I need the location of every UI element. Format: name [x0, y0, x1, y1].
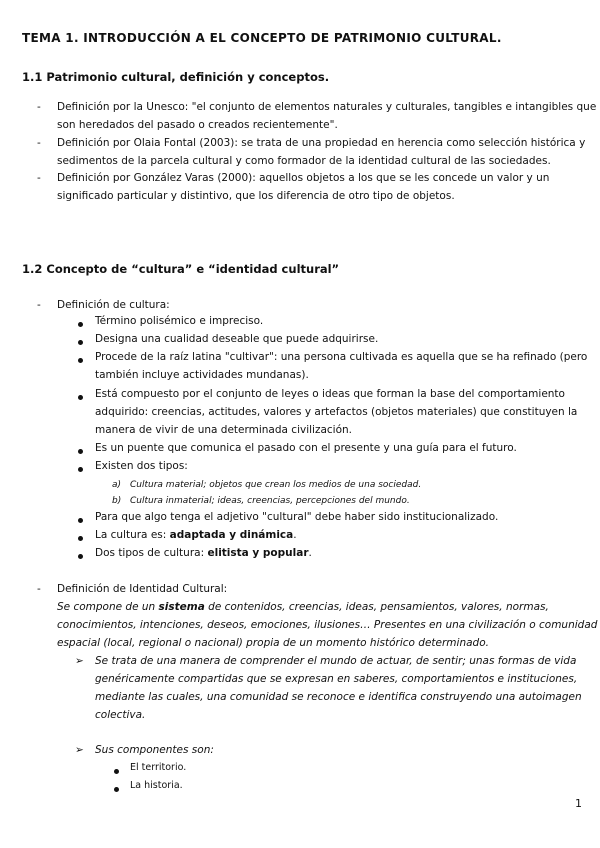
bullet-text: [95, 544, 312, 562]
bullet-text: Existen dos tipos:: [95, 460, 188, 472]
section-1-heading: 1.1 Patrimonio cultural, definición y conceptos.: [22, 70, 330, 84]
bullet-text: [95, 385, 577, 439]
arrow-item: [95, 652, 582, 724]
bullet-text-plain: .: [293, 529, 297, 541]
bullet-text: [95, 348, 587, 384]
list-item: [57, 98, 596, 134]
arrow-line: genéricamente compartidas que se expresan en saberes, comportamientos e instituciones,: [95, 673, 578, 685]
component-item: La historia.: [130, 780, 183, 791]
item-line: Definición por González Varas (2000): aquellos objetos a los que se les concede un valor y un: [57, 172, 550, 184]
bullet-icon: [78, 354, 83, 366]
dash-marker: -: [37, 172, 41, 184]
bullet-text-bold: elitista y popular: [207, 547, 309, 559]
bullet-text: [95, 526, 297, 544]
item-line: son heredados del pasado o creados recientemente".: [57, 119, 338, 131]
arrow-icon: ➢: [75, 744, 84, 756]
identidad-block: [57, 580, 597, 652]
bullet-icon: [78, 463, 83, 475]
bullet-text-plain: Dos tipos de cultura:: [95, 547, 208, 559]
identidad-paragraph-line: conocimientos, intenciones, deseos, emociones, ilusiones… Presentes en una civilización o comunidad: [57, 619, 598, 631]
item-line: Definición por Olaia Fontal (2003): se trata de una propiedad en herencia como selección histórica y: [57, 137, 586, 149]
bullet-icon: [78, 391, 83, 403]
list-item: [57, 169, 549, 205]
bullet-icon: [78, 550, 83, 562]
bullet-icon: [78, 318, 83, 330]
dash-marker: -: [37, 583, 41, 595]
bullet-text: Término polisémico e impreciso.: [95, 315, 264, 327]
bullet-text-plain: La cultura es:: [95, 529, 170, 541]
identidad-label: Definición de Identidad Cultural:: [57, 583, 228, 595]
sub-marker-b: b): [112, 496, 122, 506]
sub-item-a: Cultura material; objetos que crean los medios de una sociedad.: [130, 480, 422, 490]
bullet-text-bold: adaptada y dinámica: [169, 529, 294, 541]
item-line: sedimentos de la parcela cultural y como formador de la identidad cultural de las sociedades.: [57, 155, 551, 167]
sub-item-b: Cultura inmaterial; ideas, creencias, percepciones del mundo.: [130, 496, 410, 506]
identidad-paragraph-line: espacial (local, regional o nacional) propia de un momento histórico determinado.: [57, 637, 489, 649]
bullet-icon: [114, 783, 119, 795]
item-line: Definición por la Unesco: "el conjunto de elementos naturales y culturales, tangibles e intangibles que: [57, 101, 597, 113]
cultura-label: Definición de cultura:: [57, 299, 170, 311]
bullet-icon: [78, 532, 83, 544]
dash-marker: -: [37, 137, 41, 149]
bullet-text: Designa una cualidad deseable que puede adquirirse.: [95, 333, 379, 345]
identidad-paragraph-line: Se compone de un sistema de contenidos, creencias, ideas, pensamientos, valores, normas,: [57, 601, 549, 613]
arrow-line: mediante las cuales, una comunidad se reconoce e identifica construyendo una autoimagen: [95, 691, 582, 703]
bullet-icon: [78, 514, 83, 526]
document-title: TEMA 1. INTRODUCCIÓN A EL CONCEPTO DE PATRIMONIO CULTURAL.: [22, 31, 502, 45]
arrow-icon: ➢: [75, 655, 84, 667]
bullet-line: Está compuesto por el conjunto de leyes o ideas que forman la base del comportamiento: [95, 388, 565, 400]
list-item: [57, 134, 585, 170]
page-number: 1: [575, 797, 582, 810]
bullet-icon: [78, 336, 83, 348]
arrow-line: colectiva.: [95, 709, 146, 721]
bullet-line: Procede de la raíz latina "cultivar": una persona cultivada es aquella que se ha refinado (pero: [95, 351, 588, 363]
arrow-line: Se trata de una manera de comprender el mundo de actuar, de sentir; unas formas de vida: [95, 655, 577, 667]
bullet-text: Es un puente que comunica el pasado con el presente y una guía para el futuro.: [95, 442, 517, 454]
section-2-heading: 1.2 Concepto de “cultura” e “identidad cultural”: [22, 262, 340, 276]
bullet-text-plain: .: [308, 547, 312, 559]
arrow-item: Sus componentes son:: [95, 744, 214, 756]
bullet-line: adquirido: creencias, actitudes, valores y artefactos (objetos materiales) que constituyen la: [95, 406, 578, 418]
sub-marker-a: a): [112, 480, 122, 490]
bullet-line: manera de vivir de una determinada civilización.: [95, 424, 353, 436]
dash-marker: -: [37, 101, 41, 113]
dash-marker: -: [37, 299, 41, 311]
bullet-icon: [78, 445, 83, 457]
bullet-icon: [114, 765, 119, 777]
bullet-text: Para que algo tenga el adjetivo "cultural" debe haber sido institucionalizado.: [95, 511, 499, 523]
bullet-line: también incluye actividades mundanas).: [95, 369, 309, 381]
component-item: El territorio.: [130, 762, 187, 773]
item-line: significado particular y distintivo, que los diferencia de otro tipo de objetos.: [57, 190, 455, 202]
